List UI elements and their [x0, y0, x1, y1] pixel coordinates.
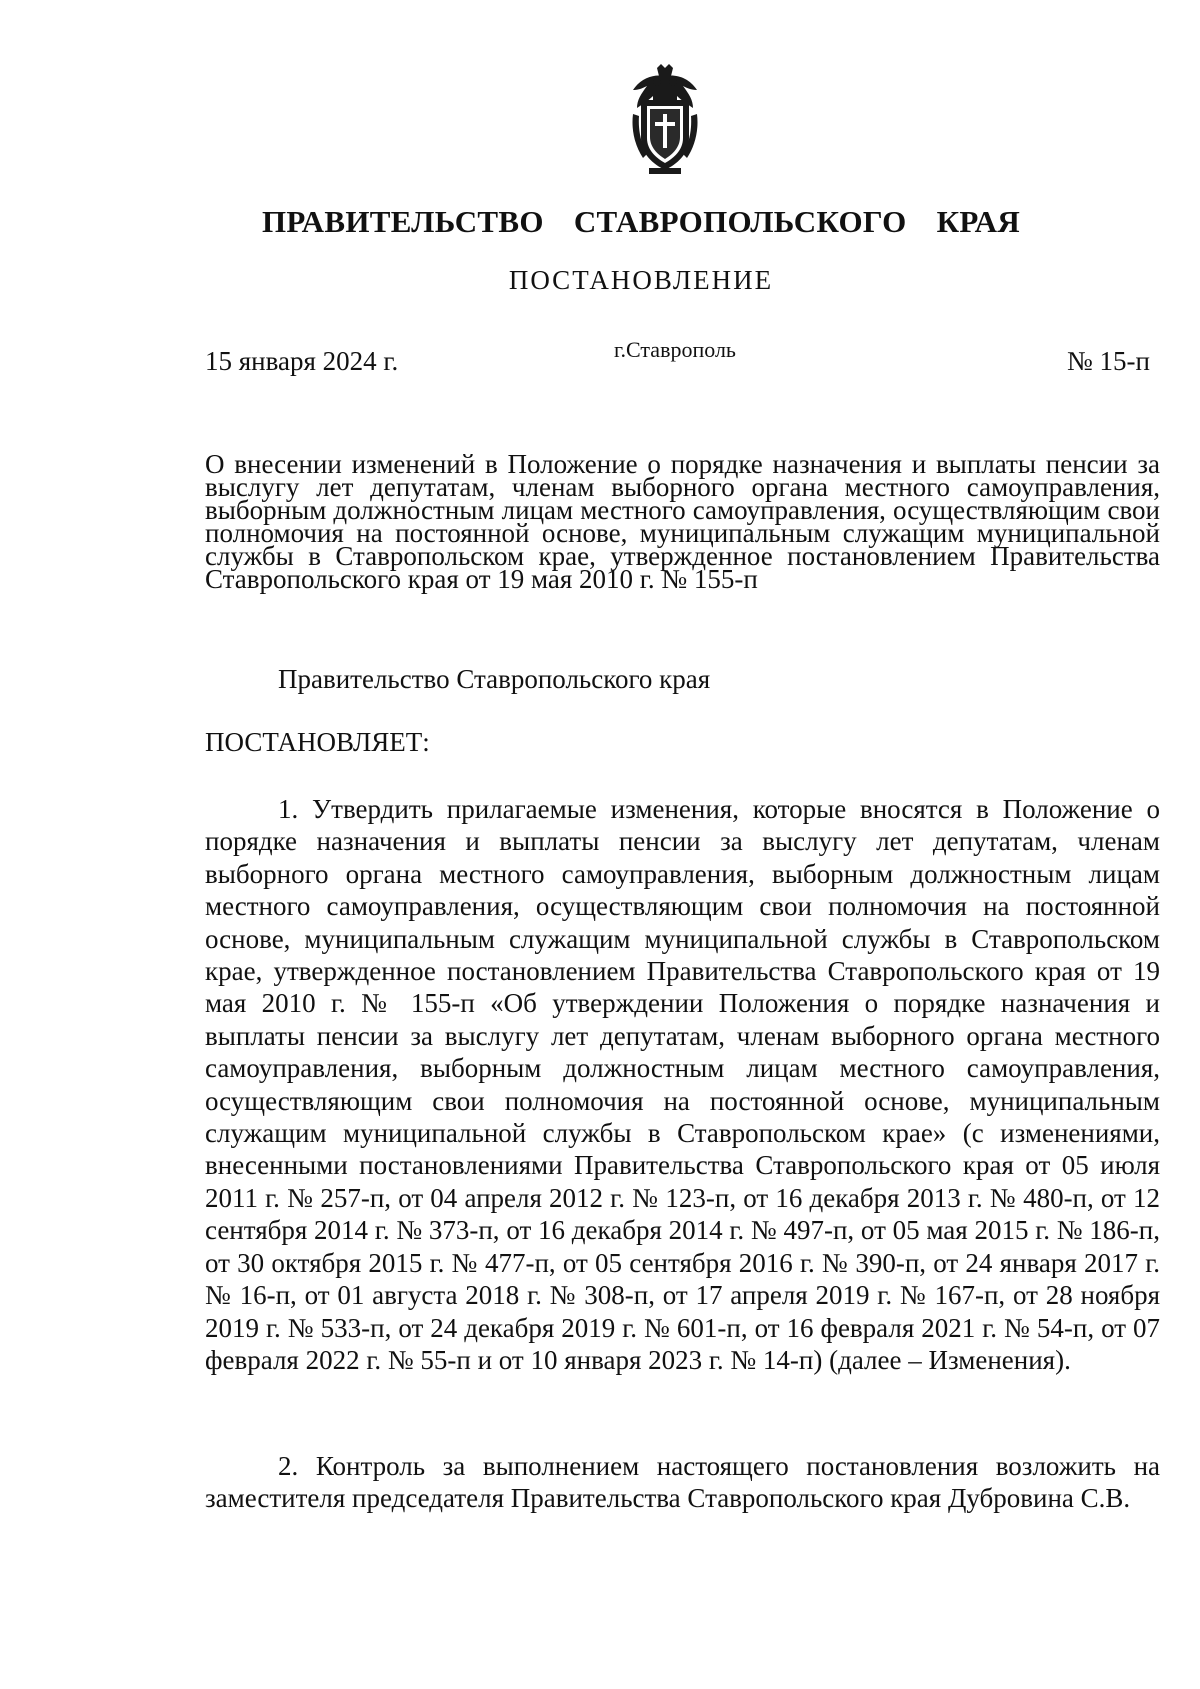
document-number: № 15-п [1067, 346, 1150, 376]
paragraph-2: 2. Контроль за выполнением настоящего постановления возложить на заместителя председателя Правительства Ставропольского края Дубровина С.В. [205, 1451, 1160, 1514]
document-date: 15 января 2024 г. [205, 346, 399, 376]
coat-of-arms-icon [627, 64, 703, 176]
document-subject: О внесении изменений в Положение о порядке назначения и выплаты пенсии за выслугу лет депутатам, членам выборного органа местного самоуправления, выборным должностным лицам местного самоуправления, осуществляющим свои полномочия на постоянной основе, муниципальным служащим муниципальной службы в Ставропольском крае, утвержденное постановлением Правительства Ставропольского края от 19 мая 2010 г. № 155-п [205, 449, 1160, 594]
government-name: Правительство Ставропольского края [278, 664, 711, 694]
organization-title: ПРАВИТЕЛЬСТВО СТАВРОПОЛЬСКОГО КРАЯ [261, 204, 1021, 239]
resolves-heading: ПОСТАНОВЛЯЕТ: [205, 727, 430, 757]
paragraph-1: 1. Утвердить прилагаемые изменения, которые вносятся в Положение о порядке назначения и выплаты пенсии за выслугу лет депутатам, членам выборного органа местного самоуправления, выборным должностным лицам местного самоуправления, осуществляющим свои полномочия на постоянной основе, муниципальным служащим муниципальной службы в Ставропольском крае, утвержденное постановлением Правительства Ставропольского края от 19 мая 2010 г. № 155-п «Об утверждении Положения о порядке назначения и выплаты пенсии за выслугу лет депутатам, членам выборного органа местного самоуправления, выборным должностным лицам местного самоуправления, осуществляющим свои полномочия на постоянной основе, муниципальным служащим муниципальной службы в Ставропольском крае» (с изменениями, внесенными постановлениями Правительства Ставропольского края от 05 июля 2011 г. № 257-п, от 04 апреля 2012 г. № 123-п, от 16 декабря 2013 г. № 480-п, от 12 сентября 2014 г. № 373-п, от 16 декабря 2014 г. № 497-п, от 05 мая 2015 г. № 186-п, от 30 октября 2015 г. № 477-п, от 05 сентября 2016 г. № 390-п, от 24 января 2017 г. № 16-п, от 01 августа 2018 г. № 308-п, от 17 апреля 2019 г. № 167-п, от 28 ноября 2019 г. № 533-п, от 24 декабря 2019 г. № 601-п, от 16 февраля 2021 г. № 54-п, от 07 февраля 2022 г. № 55-п и от 10 января 2023 г. № 14-п) (далее – Изменения). [205, 794, 1160, 1375]
document-city: г.Ставрополь [614, 337, 736, 362]
document-type: ПОСТАНОВЛЕНИЕ [508, 265, 774, 295]
